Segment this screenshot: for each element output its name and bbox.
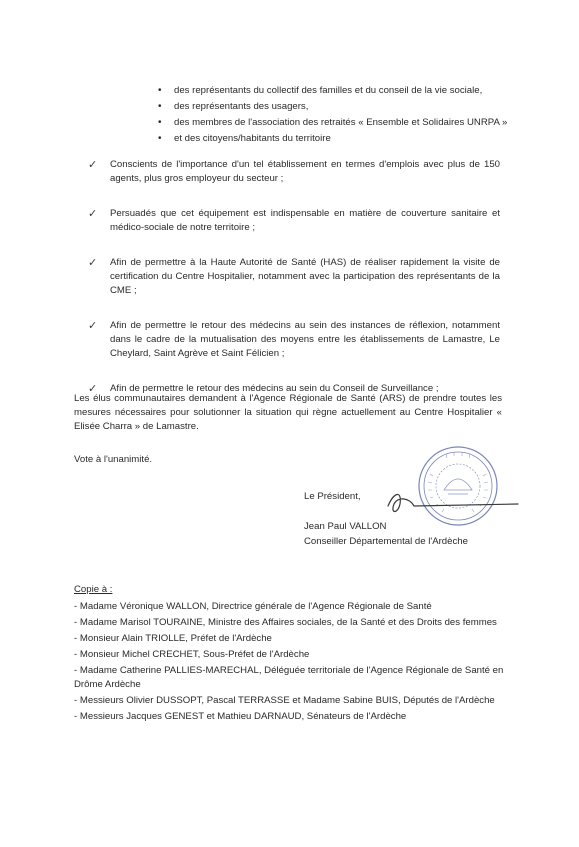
check-icon: ✓ [88,320,98,332]
check-icon: ✓ [88,208,98,220]
copies-heading: Copie à : [74,584,113,595]
check-icon: ✓ [88,383,98,395]
request-paragraph: Les élus communautaires demandent à l'Agence Régionale de Santé (ARS) de prendre toutes les mesures nécessaires pour solutionner la situation qui règne actuellement au Centre Hospitalier « Elisée Charra » de Lamastre. [74,393,502,432]
copy-recipient: - Monsieur Michel CRECHET, Sous-Préfet de l'Ardèche [74,649,310,660]
bullet-item: • des représentants du collectif des familles et du conseil de la vie sociale, [158,84,518,98]
check-icon: ✓ [88,159,98,171]
consideration-item [88,256,500,298]
consideration-item [88,207,500,235]
check-icon: ✓ [88,257,98,269]
consideration-item [88,158,500,186]
considerations-list [88,158,500,417]
copy-recipient: - Monsieur Alain TRIOLLE, Préfet de l'Ardèche [74,633,272,644]
bullet-item: • des représentants des usagers, [158,100,518,114]
copy-recipient: - Madame Catherine PALLIES-MARECHAL, Déléguée territoriale de l'Agence Régionale de Santé en Drôme Ardèche [74,665,504,690]
copy-recipient: - Messieurs Olivier DUSSOPT, Pascal TERRASSE et Madame Sabine BUIS, Députés de l'Ardèche [74,695,495,706]
consideration-text: Persuadés que cet équipement est indispensable en matière de couverture sanitaire et médico-sociale de notre territoire ; [110,208,500,233]
consideration-text: Afin de permettre le retour des médecins au sein du Conseil de Surveillance ; [110,383,439,394]
copy-recipient: - Messieurs Jacques GENEST et Mathieu DARNAUD, Sénateurs de l'Ardèche [74,711,407,722]
consideration-text: Afin de permettre à la Haute Autorité de Santé (HAS) de réaliser rapidement la visite de certification du Centre Hospitalier, notamment avec la participation des représentants de la CME ; [110,257,500,296]
signatory-name: Jean Paul VALLON [304,521,387,532]
copies-list [74,600,514,724]
signature-role: Le Président, [304,491,361,502]
vote-result: Vote à l'unanimité. [74,454,153,465]
consideration-item [88,319,500,361]
bullet-list [158,84,518,148]
copy-recipient: - Madame Véronique WALLON, Directrice générale de l'Agence Régionale de Santé [74,601,432,612]
bullet-item: • et des citoyens/habitants du territoire [158,132,518,146]
bullet-item: • des membres de l'association des retraités « Ensemble et Solidaires UNRPA » [158,116,518,130]
copy-recipient: - Madame Marisol TOURAINE, Ministre des Affaires sociales, de la Santé et des Droits des femmes [74,617,497,628]
consideration-text: Conscients de l'importance d'un tel établissement en termes d'emplois avec plus de 150 agents, plus gros employeur du secteur ; [110,159,500,184]
copies-section [74,583,514,726]
consideration-text: Afin de permettre le retour des médecins au sein des instances de réflexion, notamment dans le cadre de la mutualisation des moyens entre les établissements de Lamastre, Le Cheylard, Saint Agrève et Saint Félicien ; [110,320,500,359]
handwritten-signature-icon [380,484,520,520]
signatory-title: Conseiller Départemental de l'Ardèche [304,536,468,547]
